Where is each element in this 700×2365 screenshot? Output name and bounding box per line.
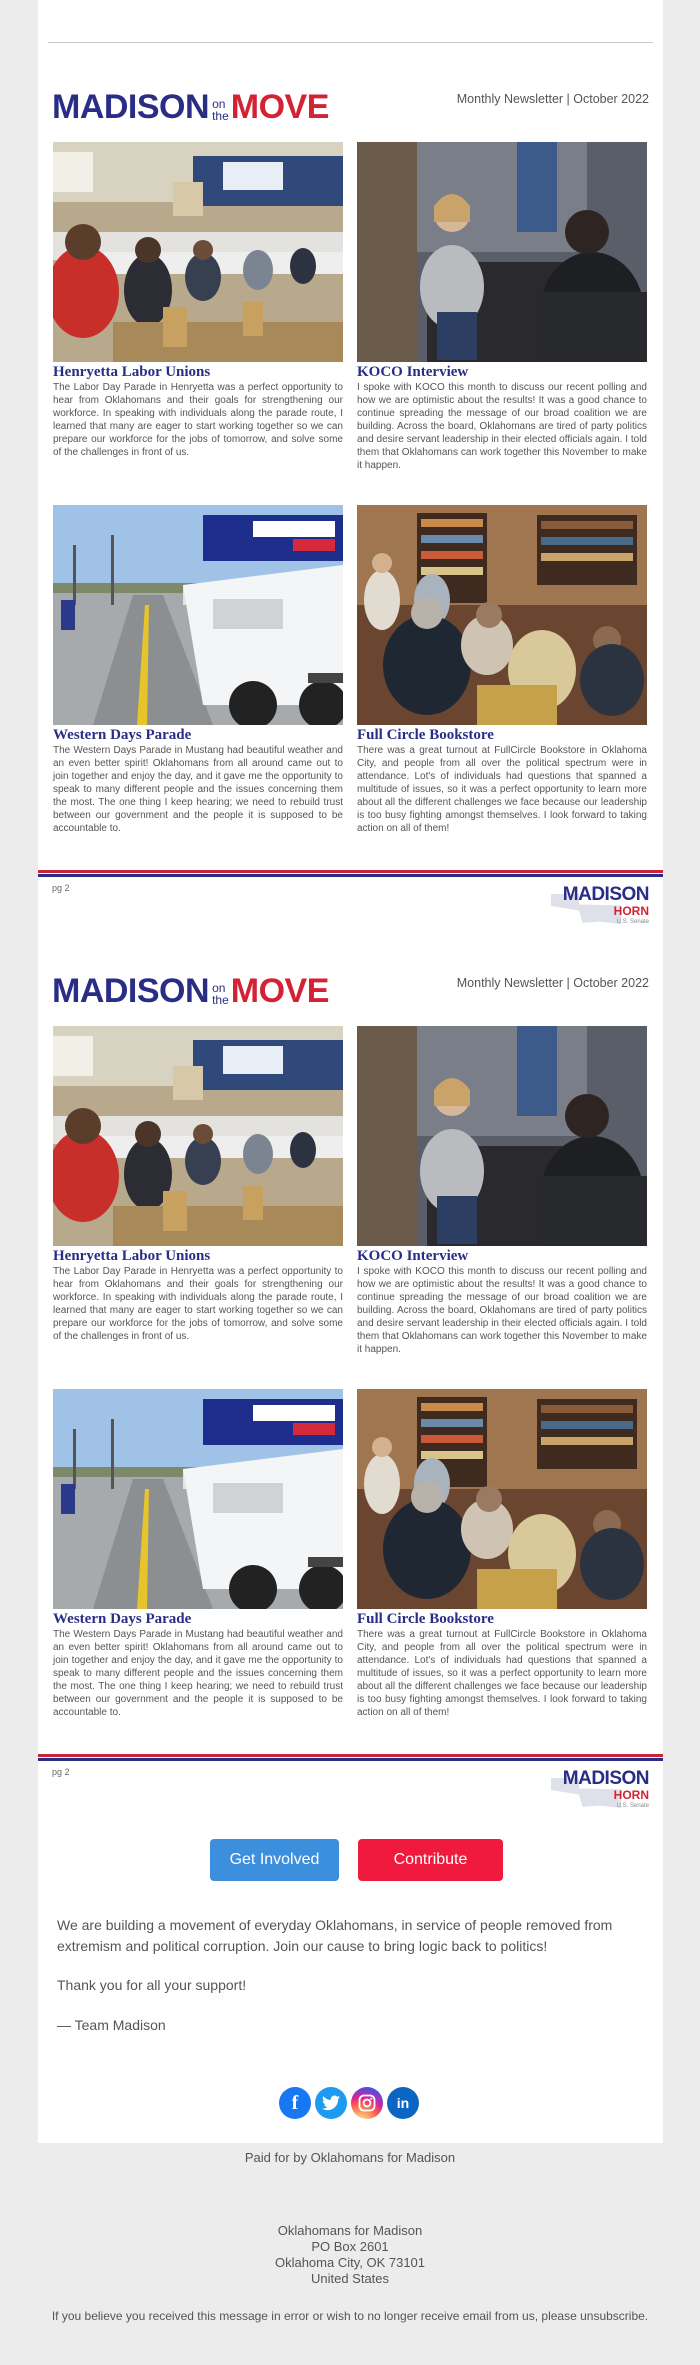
paid-for-text: Paid for by Oklahomans for Madison bbox=[244, 2150, 456, 2165]
facebook-icon[interactable]: f bbox=[279, 2087, 311, 2119]
story-title: KOCO Interview bbox=[357, 1248, 469, 1264]
story-title: Western Days Parade bbox=[53, 1611, 192, 1627]
story-title: Henryetta Labor Unions bbox=[53, 364, 211, 380]
message-paragraph: We are building a movement of everyday Oklahomans, in service of people removed from extremism and political corruption. Join our cause to bring logic back to politics! bbox=[57, 1917, 613, 1954]
story-text: The Western Days Parade in Mustang had beautiful weather and an even better spirit! Oklahomans from all around came out to join together and enjoy the day, and it gave me the opportunity to speak to many different people and the issues concerning them the most. The one thing I keep hearing; we need to rebuild trust between our government and the people it is supposed to be accountable to. bbox=[53, 1629, 343, 1718]
page-number: pg 2 bbox=[52, 883, 70, 893]
po-box: PO Box 2601 bbox=[311, 2239, 389, 2254]
masthead-on-the: on the bbox=[212, 97, 229, 123]
parade-truck-photo bbox=[53, 505, 343, 725]
flag-stripe bbox=[38, 870, 663, 877]
top-divider bbox=[48, 42, 653, 43]
story-text: The Labor Day Parade in Henryetta was a perfect opportunity to hear from Oklahomans and their goals for strengthening our workforce. In speaking with individuals along the parade route, I learned that many are eager to start working together so we can prepare our workforce for the jobs of tomorrow, and solve some of the challenges in front of us. bbox=[53, 1266, 343, 1342]
signature-text: — Team Madison bbox=[57, 2017, 166, 2033]
unsubscribe-text[interactable]: If you believe you received this message in error or wish to no longer receive email from us, please unsubscribe. bbox=[51, 2309, 649, 2323]
instagram-icon[interactable] bbox=[351, 2087, 383, 2119]
newsletter-page-1 bbox=[38, 46, 663, 924]
story-western-days bbox=[53, 727, 343, 835]
org-name: Oklahomans for Madison bbox=[277, 2223, 423, 2238]
madison-horn-logo: MADISON HORN U.S. Senate bbox=[549, 1766, 649, 1814]
twitter-icon[interactable] bbox=[315, 2087, 347, 2119]
tv-interview-photo bbox=[357, 1026, 647, 1246]
labor-union-lunch-photo bbox=[53, 142, 343, 362]
masthead-move: MOVE bbox=[230, 88, 329, 126]
madison-horn-logo: MADISON HORN U.S. Senate bbox=[549, 882, 649, 930]
story-full-circle bbox=[357, 1611, 647, 1719]
story-koco bbox=[357, 1248, 647, 1356]
linkedin-icon[interactable]: in bbox=[387, 2087, 419, 2119]
story-henryetta bbox=[53, 364, 343, 459]
contribute-button[interactable]: Contribute bbox=[358, 1839, 503, 1881]
get-involved-button[interactable]: Get Involved bbox=[210, 1839, 339, 1881]
country-line: United States bbox=[310, 2271, 390, 2286]
story-title: Western Days Parade bbox=[53, 727, 192, 743]
masthead-madison: MADISON bbox=[52, 972, 210, 1010]
story-title: Full Circle Bookstore bbox=[357, 727, 494, 743]
masthead-madison: MADISON bbox=[52, 88, 210, 126]
story-text: The Western Days Parade in Mustang had beautiful weather and an even better spirit! Oklahomans from all around came out to join together and enjoy the day, and it gave me the opportunity to speak to many different people and the issues concerning them the most. The one thing I keep hearing; we need to rebuild trust between our government and the people it is supposed to be accountable to. bbox=[53, 745, 343, 834]
parade-truck-photo bbox=[53, 1389, 343, 1609]
city-line: Oklahoma City, OK 73101 bbox=[274, 2255, 426, 2270]
bookstore-event-photo bbox=[357, 505, 647, 725]
tv-interview-photo bbox=[357, 142, 647, 362]
masthead-logo bbox=[52, 968, 329, 1008]
bookstore-event-photo bbox=[357, 1389, 647, 1609]
masthead-move: MOVE bbox=[230, 972, 329, 1010]
story-henryetta bbox=[53, 1248, 343, 1343]
issue-label: Monthly Newsletter | October 2022 bbox=[456, 976, 649, 990]
story-title: Henryetta Labor Unions bbox=[53, 1248, 211, 1264]
story-western-days bbox=[53, 1611, 343, 1719]
page-number: pg 2 bbox=[52, 1767, 70, 1777]
labor-union-lunch-photo bbox=[53, 1026, 343, 1246]
issue-label: Monthly Newsletter | October 2022 bbox=[456, 92, 649, 106]
flag-stripe bbox=[38, 1754, 663, 1761]
story-text: There was a great turnout at FullCircle Bookstore in Oklahoma City, and people from all over the political spectrum were in attendance. Lot's of individuals had questions that spanned a multitude of issues, so it was a perfect opportunity to learn more about all the different challenges we face because our leadership is too busy fighting amongst themselves. I look forward to taking action on all of them! bbox=[357, 745, 647, 834]
story-text: The Labor Day Parade in Henryetta was a perfect opportunity to hear from Oklahomans and their goals for strengthening our workforce. In speaking with individuals along the parade route, I learned that many are eager to start working together so we can prepare our workforce for the jobs of tomorrow, and solve some of the challenges in front of us. bbox=[53, 382, 343, 458]
story-text: I spoke with KOCO this month to discuss our recent polling and how we are optimistic about the results! It was a good chance to continue spreading the message of our broad coalition we are building. Across the board, Oklahomans are tired of party politics and desire servant leadership in their elected officials again. I told them that Oklahomans can work together this November to make it happen. bbox=[357, 1266, 647, 1355]
masthead-on-the: on the bbox=[212, 981, 229, 1007]
story-text: I spoke with KOCO this month to discuss our recent polling and how we are optimistic about the results! It was a good chance to continue spreading the message of our broad coalition we are building. Across the board, Oklahomans are tired of party politics and desire servant leadership in their elected officials again. I told them that Oklahomans can work together this November to make it happen. bbox=[357, 382, 647, 471]
story-title: Full Circle Bookstore bbox=[357, 1611, 494, 1627]
thank-you-text: Thank you for all your support! bbox=[57, 1977, 247, 1993]
story-text: There was a great turnout at FullCircle Bookstore in Oklahoma City, and people from all over the political spectrum were in attendance. Lot's of individuals had questions that spanned a multitude of issues, so it was a perfect opportunity to learn more about all the different challenges we face because our leadership is too busy fighting amongst themselves. I look forward to taking action on all of them! bbox=[357, 1629, 647, 1718]
story-koco bbox=[357, 364, 647, 472]
newsletter-page-2 bbox=[38, 930, 663, 1808]
story-title: KOCO Interview bbox=[357, 364, 469, 380]
story-full-circle bbox=[357, 727, 647, 835]
email-card bbox=[38, 0, 663, 2143]
masthead-logo bbox=[52, 84, 329, 124]
